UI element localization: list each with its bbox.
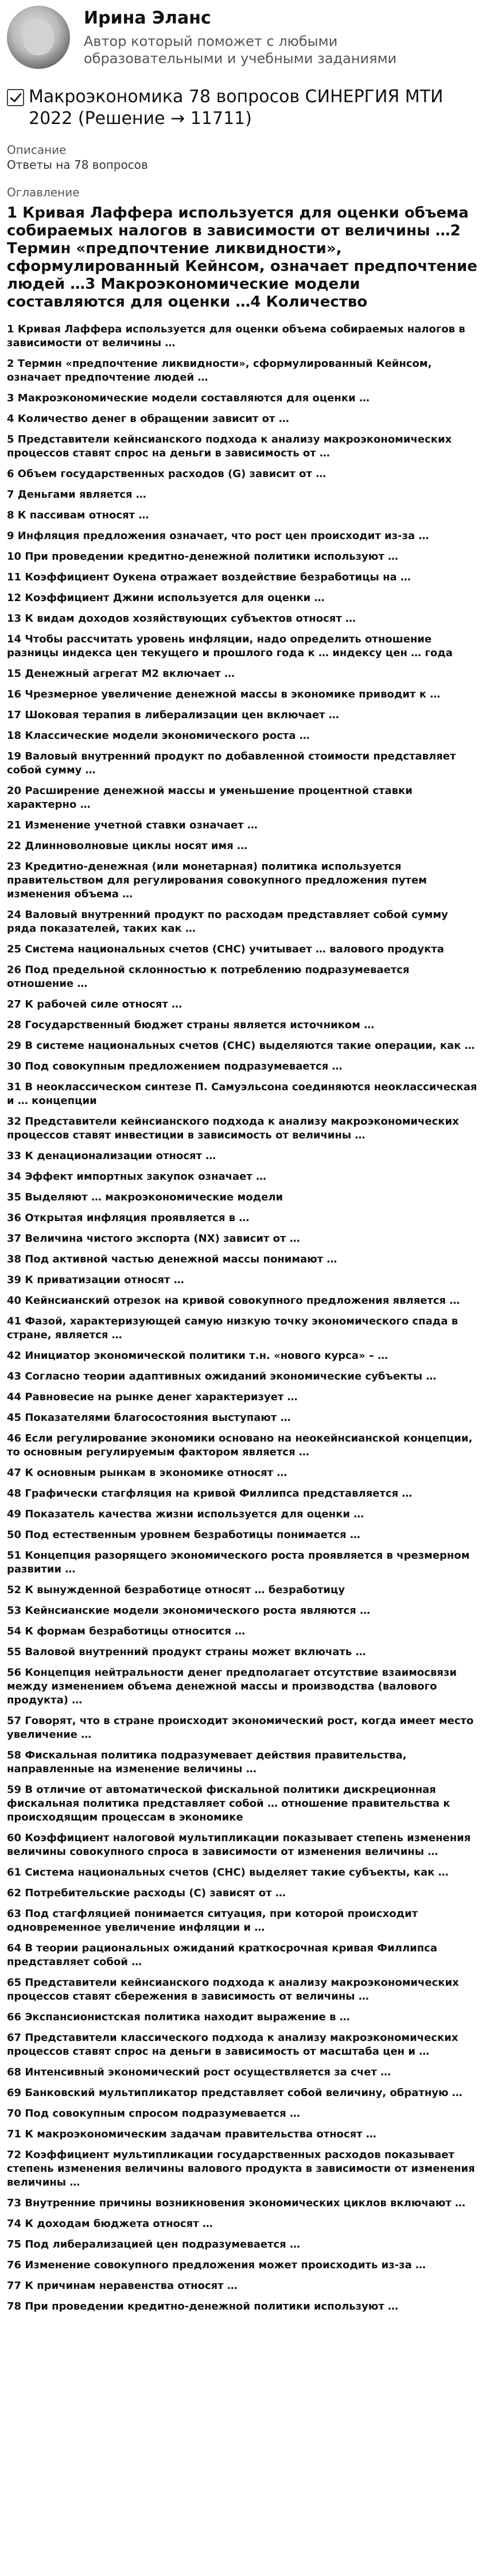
toc-item[interactable]: 42 Инициатор экономической политики т.н. «нового курса» – …	[7, 1350, 388, 1362]
toc-item[interactable]: 60 Коэффициент налоговой мультипликации показывает степень изменения величины совокупного спроса в зависимости от изменения величины …	[7, 1832, 471, 1858]
toc-item[interactable]: 57 Говорят, что в стране происходит экономический рост, когда имеет место увеличение …	[7, 1715, 474, 1741]
toc-list	[7, 323, 479, 2314]
toc-item[interactable]: 7 Деньгами является …	[7, 489, 146, 501]
toc-item[interactable]: 47 К основным рынкам в экономике относят …	[7, 1467, 287, 1479]
description-value: Ответы на 78 вопросов	[7, 158, 148, 172]
toc-item[interactable]: 56 Концепция нейтральности денег предполагает отсутствие взаимосвязи между изменением объема денежной массы и производства (валового продукта) …	[7, 1667, 457, 1706]
toc-item[interactable]: 18 Классические модели экономического роста …	[7, 730, 310, 742]
toc-item[interactable]: 64 В теории рациональных ожиданий краткосрочная кривая Филлипса представляет собой …	[7, 1942, 437, 1968]
toc-item[interactable]: 1 Кривая Лаффера используется для оценки объема собираемых налогов в зависимости от величины …	[7, 323, 465, 349]
author-name[interactable]: Ирина Эланс	[84, 8, 211, 28]
toc-item[interactable]: 23 Кредитно-денежная (или монетарная) политика используется правительством для регулирования совокупного предложения путем изменения объема …	[7, 861, 427, 900]
toc-item[interactable]: 45 Показателями благосостояния выступают …	[7, 1412, 291, 1424]
toc-item[interactable]: 3 Макроэкономические модели составляются для оценки …	[7, 392, 370, 404]
toc-item[interactable]: 63 Под стагфляцией понимается ситуация, при которой происходит одновременное увеличение инфляции и …	[7, 1908, 418, 1934]
toc-item[interactable]: 36 Открытая инфляция проявляется в …	[7, 1212, 250, 1224]
toc-item[interactable]: 19 Валовый внутренний продукт по добавленной стоимости представляет собой сумму …	[7, 750, 456, 776]
toc-item[interactable]: 78 При проведении кредитно-денежной политики используют …	[7, 2300, 399, 2312]
toc-item[interactable]: 6 Объем государственных расходов (G) зависит от …	[7, 468, 326, 480]
toc-item[interactable]: 59 В отличие от автоматической фискальной политики дискреционная фискальная политика представляет собой … отношение правительства к происходящим процессам в экономике	[7, 1784, 450, 1823]
toc-item[interactable]: 48 Графически стагфляция на кривой Филлипса представляется …	[7, 1488, 413, 1500]
toc-item[interactable]: 29 В системе национальных счетов (СНС) выделяются такие операции, как …	[7, 1040, 475, 1052]
author-description: Автор который поможет с любыми образовательными и учебными заданиями	[84, 33, 397, 67]
toc-item[interactable]: 70 Под совокупным спросом подразумевается …	[7, 2108, 300, 2120]
toc-item[interactable]: 54 К формам безработицы относится …	[7, 1625, 246, 1637]
toc-item[interactable]: 35 Выделяют … макроэкономические модели	[7, 1191, 283, 1203]
toc-item[interactable]: 11 Коэффициент Оукена отражает воздействие безработицы на …	[7, 571, 411, 583]
toc-label: Оглавление	[7, 185, 80, 199]
toc-item[interactable]: 75 Под либерализацией цен подразумевается …	[7, 2238, 301, 2250]
toc-item[interactable]: 20 Расширение денежной массы и уменьшение процентной ставки характерно …	[7, 785, 413, 811]
toc-item[interactable]: 53 Кейнсианские модели экономического роста являются …	[7, 1605, 371, 1617]
toc-item[interactable]: 44 Равновесие на рынке денег характеризует …	[7, 1391, 298, 1403]
toc-item[interactable]: 16 Чрезмерное увеличение денежной массы в экономике приводит к …	[7, 688, 441, 700]
description-label: Описание	[7, 143, 67, 157]
toc-item[interactable]: 2 Термин «предпочтение ликвидности», сформулированный Кейнсом, означает предпочтение людей …	[7, 358, 432, 384]
toc-item[interactable]: 8 К пассивам относят …	[7, 509, 149, 521]
toc-item[interactable]: 72 Коэффициент мультипликации государственных расходов показывает степень изменения величины валового продукта в зависимости от изменения величины …	[7, 2149, 475, 2188]
toc-item[interactable]: 31 В неоклассическом синтезе П. Самуэльсона соединяются неоклассическая и … концепции	[7, 1081, 477, 1107]
toc-item[interactable]: 13 К видам доходов хозяйствующих субъектов относят …	[7, 613, 356, 625]
toc-item[interactable]: 40 Кейнсианский отрезок на кривой совокупного предложения является …	[7, 1295, 460, 1307]
toc-item[interactable]: 12 Коэффициент Джини используется для оценки …	[7, 592, 325, 604]
toc-item[interactable]: 76 Изменение совокупного предложения может происходить из-за …	[7, 2259, 426, 2271]
toc-item[interactable]: 51 Концепция разорящего экономического роста проявляется в чрезмерном развитии …	[7, 1550, 470, 1575]
toc-item[interactable]: 38 Под активной частью денежной массы понимают …	[7, 1253, 337, 1265]
toc-item[interactable]: 32 Представители кейнсианского подхода к анализу макроэкономических процессов ставят инвестиции в зависимость от величины …	[7, 1115, 459, 1141]
author-block	[7, 0, 479, 75]
toc-item[interactable]: 73 Внутренние причины возникновения экономических циклов включают …	[7, 2197, 466, 2209]
toc-item[interactable]: 26 Под предельной склонностью к потреблению подразумевается отношение …	[7, 964, 410, 990]
toc-item[interactable]: 22 Длинноволновые циклы носят имя …	[7, 840, 248, 852]
toc-item[interactable]: 77 К причинам неравенства относят …	[7, 2280, 238, 2292]
toc-item[interactable]: 46 Если регулирование экономики основано на неокейнсианской концепции, то основным регулируемым фактором является …	[7, 1432, 473, 1458]
toc-item[interactable]: 71 К макроэкономическим задачам правительства относят …	[7, 2128, 376, 2140]
toc-item[interactable]: 65 Представители кейнсианского подхода к анализу макроэкономических процессов ставят сбережения в зависимость от величины …	[7, 1977, 459, 2002]
toc-item[interactable]: 37 Величина чистого экспорта (NX) зависит от …	[7, 1233, 300, 1245]
toc-item[interactable]: 49 Показатель качества жизни используется для оценки …	[7, 1508, 364, 1520]
toc-item[interactable]: 27 К рабочей силе относят …	[7, 998, 182, 1010]
toc-item[interactable]: 43 Согласно теории адаптивных ожиданий экономические субъекты …	[7, 1370, 437, 1382]
toc-item[interactable]: 14 Чтобы рассчитать уровень инфляции, надо определить отношение разницы индекса цен текущего и прошлого года к … индексу цен … года	[7, 633, 453, 659]
toc-item[interactable]: 39 К приватизации относят …	[7, 1274, 184, 1286]
toc-item[interactable]: 67 Представители классического подхода к анализу макроэкономических процессов ставят спрос на деньги в зависимость от масштаба цен и …	[7, 2032, 458, 2058]
toc-item[interactable]: 24 Валовый внутренний продукт по расходам представляет собой сумму ряда показателей, таких как …	[7, 909, 448, 935]
toc-item[interactable]: 10 При проведении кредитно-денежной политики используют …	[7, 551, 399, 563]
avatar[interactable]	[7, 6, 70, 69]
toc-item[interactable]: 15 Денежный агрегат М2 включает …	[7, 668, 235, 680]
toc-item[interactable]: 5 Представители кейнсианского подхода к анализу макроэкономических процессов ставят спрос на деньги в зависимость от …	[7, 433, 452, 459]
toc-item[interactable]: 52 К вынужденной безработице относят … безработицу	[7, 1584, 345, 1596]
document-title	[7, 86, 479, 130]
toc-item[interactable]: 33 К денационализации относят …	[7, 1150, 216, 1162]
document-title-text: Макроэкономика 78 вопросов СИНЕРГИЯ МТИ 2022 (Решение → 11711)	[29, 87, 444, 129]
toc-item[interactable]: 30 Под совокупным предложением подразумевается …	[7, 1060, 343, 1072]
toc-item[interactable]: 28 Государственный бюджет страны является источником …	[7, 1019, 375, 1031]
toc-item[interactable]: 58 Фискальная политика подразумевает действия правительства, направленные на изменение величины …	[7, 1749, 407, 1775]
toc-item[interactable]: 62 Потребительские расходы (С) зависят от …	[7, 1887, 286, 1899]
toc-item[interactable]: 61 Система национальных счетов (СНС) выделяет такие субъекты, как …	[7, 1866, 449, 1878]
toc-item[interactable]: 41 Фазой, характеризующей самую низкую точку экономического спада в стране, является …	[7, 1315, 458, 1341]
toc-item[interactable]: 50 Под естественным уровнем безработицы понимается …	[7, 1529, 360, 1541]
toc-item[interactable]: 69 Банковский мультипликатор представляет собой величину, обратную …	[7, 2087, 462, 2099]
toc-summary: 1 Кривая Лаффера используется для оценки объема собираемых налогов в зависимости от величины …2 Термин «предпочтение ликвидности», сформулированный Кейнсом, означает предпочтение людей …3 Макроэкономические модели составляются для оценки …4 Количество	[7, 204, 477, 311]
toc-item[interactable]: 4 Количество денег в обращении зависит от …	[7, 413, 289, 425]
toc-item[interactable]: 25 Система национальных счетов (СНС) учитывает … валового продукта	[7, 943, 444, 955]
toc-item[interactable]: 55 Валовой внутренний продукт страны может включать …	[7, 1646, 366, 1658]
toc-item[interactable]: 21 Изменение учетной ставки означает …	[7, 819, 258, 831]
toc-item[interactable]: 34 Эффект импортных закупок означает …	[7, 1171, 267, 1183]
toc-item[interactable]: 17 Шоковая терапия в либерализации цен включает …	[7, 709, 339, 721]
checkbox-icon	[7, 89, 24, 106]
toc-item[interactable]: 68 Интенсивный экономический рост осуществляется за счет …	[7, 2066, 391, 2078]
toc-item[interactable]: 74 К доходам бюджета относят …	[7, 2218, 213, 2230]
toc-item[interactable]: 66 Экспансионистская политика находит выражение в …	[7, 2011, 350, 2023]
toc-item[interactable]: 9 Инфляция предложения означает, что рост цен происходит из-за …	[7, 530, 429, 542]
author-info	[84, 7, 479, 67]
